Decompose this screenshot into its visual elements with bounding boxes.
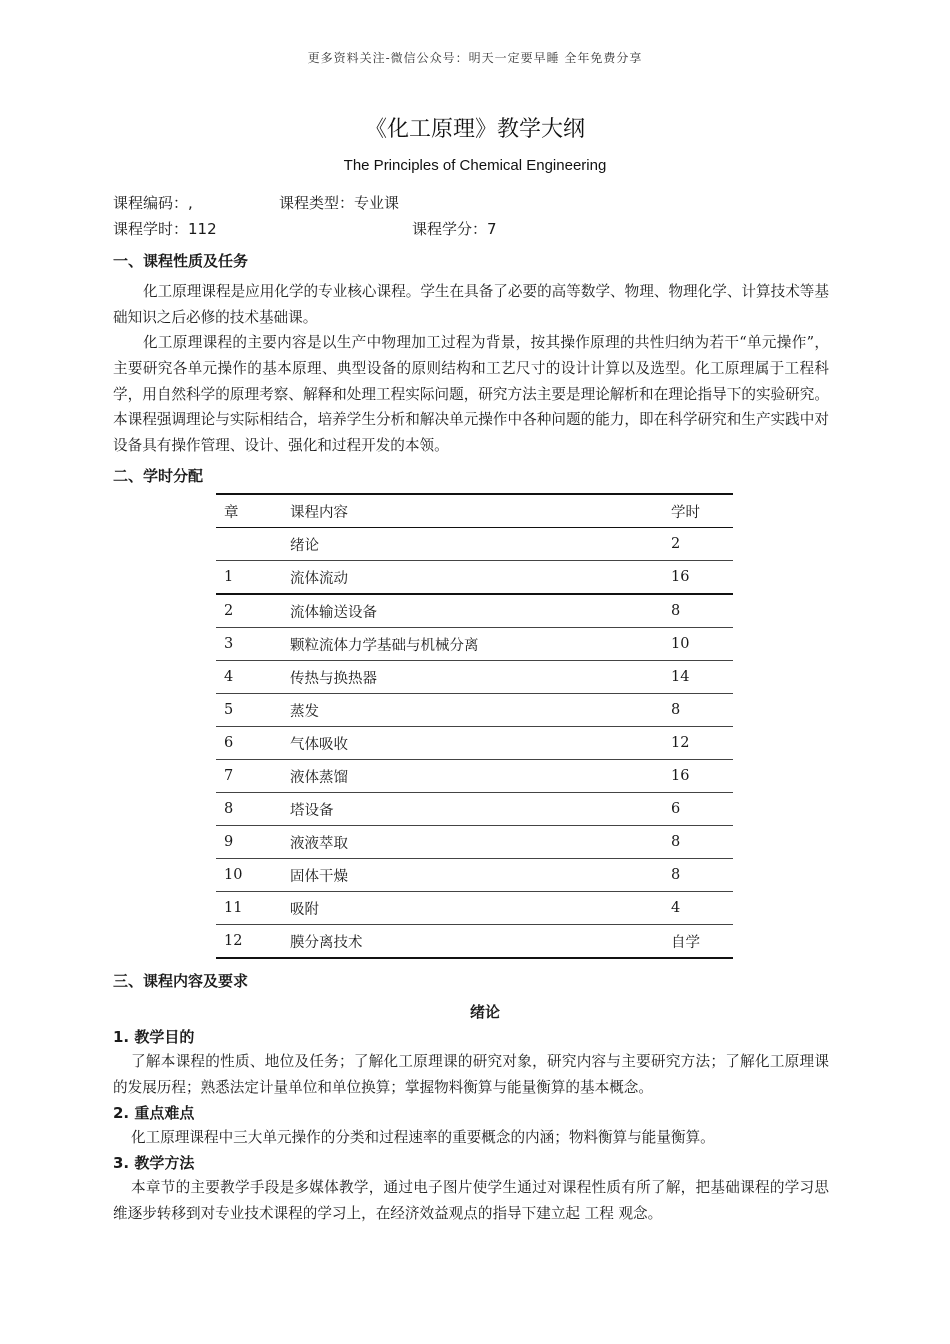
table-cell-chapter: 2 xyxy=(216,594,290,628)
table-row xyxy=(216,661,733,694)
table-cell-content: 流体输送设备 xyxy=(290,594,671,628)
paragraph-course-nature-2: 化工原理课程的主要内容是以生产中物理加工过程为背景，按其操作原理的共性归纳为若干“单元操作”，主要研究各单元操作的基本原理、典型设备的原则结构和工艺尺寸的设计计算以及选型。化工原理属于工程科学，用自然科学的原理考察、解释和处理工程实际问题，研究方法主要是理论解析和在理论指导下的实验研究。本课程强调理论与实际相结合，培养学生分析和解决单元操作中各种问题的能力，即在科学研究和生产实践中对设备具有操作管理、设计、强化和过程开发的本领。 xyxy=(113,334,829,455)
table-cell-chapter: 1 xyxy=(216,561,290,595)
table-cell-chapter: 11 xyxy=(216,892,290,925)
table-cell-content: 液体蒸馏 xyxy=(290,760,671,793)
table-cell-content: 膜分离技术 xyxy=(290,925,671,959)
subheading-teaching-goal: 1. 教学目的 xyxy=(113,1028,195,1046)
table-cell-content: 绪论 xyxy=(290,528,671,561)
table-row xyxy=(216,694,733,727)
hours-table xyxy=(216,493,733,959)
section-heading-hours: 二、学时分配 xyxy=(113,467,204,485)
table-cell-content: 塔设备 xyxy=(290,793,671,826)
chapter-title-intro: 绪论 xyxy=(469,1003,500,1021)
subheading-teaching-method: 3. 教学方法 xyxy=(113,1154,195,1172)
table-row xyxy=(216,826,733,859)
course-code: 课程编码：, xyxy=(113,194,193,212)
table-row xyxy=(216,594,733,628)
table-cell-hours: 8 xyxy=(671,694,733,727)
table-cell-hours: 自学 xyxy=(671,925,733,959)
subheading-key-points: 2. 重点难点 xyxy=(113,1104,195,1122)
text-key-points: 化工原理课程中三大单元操作的分类和过程速率的重要概念的内涵；物料衡算与能量衡算。 xyxy=(131,1129,715,1146)
table-cell-content: 吸附 xyxy=(290,892,671,925)
course-credits: 课程学分：7 xyxy=(412,220,497,238)
table-cell-hours: 16 xyxy=(671,760,733,793)
table-cell-hours: 2 xyxy=(671,528,733,561)
table-row xyxy=(216,925,733,959)
table-cell-chapter: 4 xyxy=(216,661,290,694)
table-row xyxy=(216,892,733,925)
table-cell-hours: 12 xyxy=(671,727,733,760)
table-cell-content: 颗粒流体力学基础与机械分离 xyxy=(290,628,671,661)
table-cell-content: 流体流动 xyxy=(290,561,671,595)
document-title: 《化工原理》教学大纲 xyxy=(364,117,585,142)
section-heading-nature: 一、课程性质及任务 xyxy=(113,252,249,270)
table-cell-chapter: 12 xyxy=(216,925,290,959)
table-row xyxy=(216,561,733,595)
table-cell-hours: 8 xyxy=(671,594,733,628)
table-cell-chapter: 7 xyxy=(216,760,290,793)
table-header-chapter: 章 xyxy=(216,494,290,528)
table-cell-chapter: 6 xyxy=(216,727,290,760)
table-cell-chapter: 8 xyxy=(216,793,290,826)
table-cell-hours: 16 xyxy=(671,561,733,595)
text-teaching-method: 本章节的主要教学手段是多媒体教学，通过电子图片使学生通过对课程性质有所了解，把基础课程的学习思维逐步转移到对专业技术课程的学习上，在经济效益观点的指导下建立起 工程 观念。 xyxy=(113,1179,829,1222)
text-teaching-goal: 了解本课程的性质、地位及任务；了解化工原理课的研究对象，研究内容与主要研究方法；了解化工原理课的发展历程；熟悉法定计量单位和单位换算；掌握物料衡算与能量衡算的基本概念。 xyxy=(113,1053,829,1096)
course-type: 课程类型：专业课 xyxy=(279,194,400,212)
section-heading-content: 三、课程内容及要求 xyxy=(113,972,249,990)
table-row xyxy=(216,859,733,892)
table-cell-hours: 4 xyxy=(671,892,733,925)
table-row xyxy=(216,628,733,661)
table-cell-hours: 14 xyxy=(671,661,733,694)
table-header-row xyxy=(216,494,733,528)
document-subtitle: The Principles of Chemical Engineering xyxy=(343,157,607,174)
table-cell-hours: 10 xyxy=(671,628,733,661)
table-cell-content: 固体干燥 xyxy=(290,859,671,892)
table-cell-content: 蒸发 xyxy=(290,694,671,727)
table-cell-chapter: 3 xyxy=(216,628,290,661)
table-header-hours: 学时 xyxy=(671,494,733,528)
table-row xyxy=(216,793,733,826)
table-cell-chapter: 10 xyxy=(216,859,290,892)
table-row xyxy=(216,528,733,561)
table-row xyxy=(216,727,733,760)
course-hours: 课程学时：112 xyxy=(113,220,217,238)
table-cell-hours: 8 xyxy=(671,826,733,859)
table-cell-hours: 6 xyxy=(671,793,733,826)
table-header-content: 课程内容 xyxy=(290,494,671,528)
paragraph-course-nature-1: 化工原理课程是应用化学的专业核心课程。学生在具备了必要的高等数学、物理、物理化学、计算技术等基础知识之后必修的技术基础课。 xyxy=(113,283,829,326)
table-cell-chapter: 5 xyxy=(216,694,290,727)
table-cell-hours: 8 xyxy=(671,859,733,892)
table-row xyxy=(216,760,733,793)
table-cell-chapter xyxy=(216,528,290,561)
table-cell-content: 液液萃取 xyxy=(290,826,671,859)
table-cell-chapter: 9 xyxy=(216,826,290,859)
table-cell-content: 气体吸收 xyxy=(290,727,671,760)
header-note: 更多资料关注-微信公众号：明天一定要早睡 全年免费分享 xyxy=(307,51,643,65)
table-cell-content: 传热与换热器 xyxy=(290,661,671,694)
